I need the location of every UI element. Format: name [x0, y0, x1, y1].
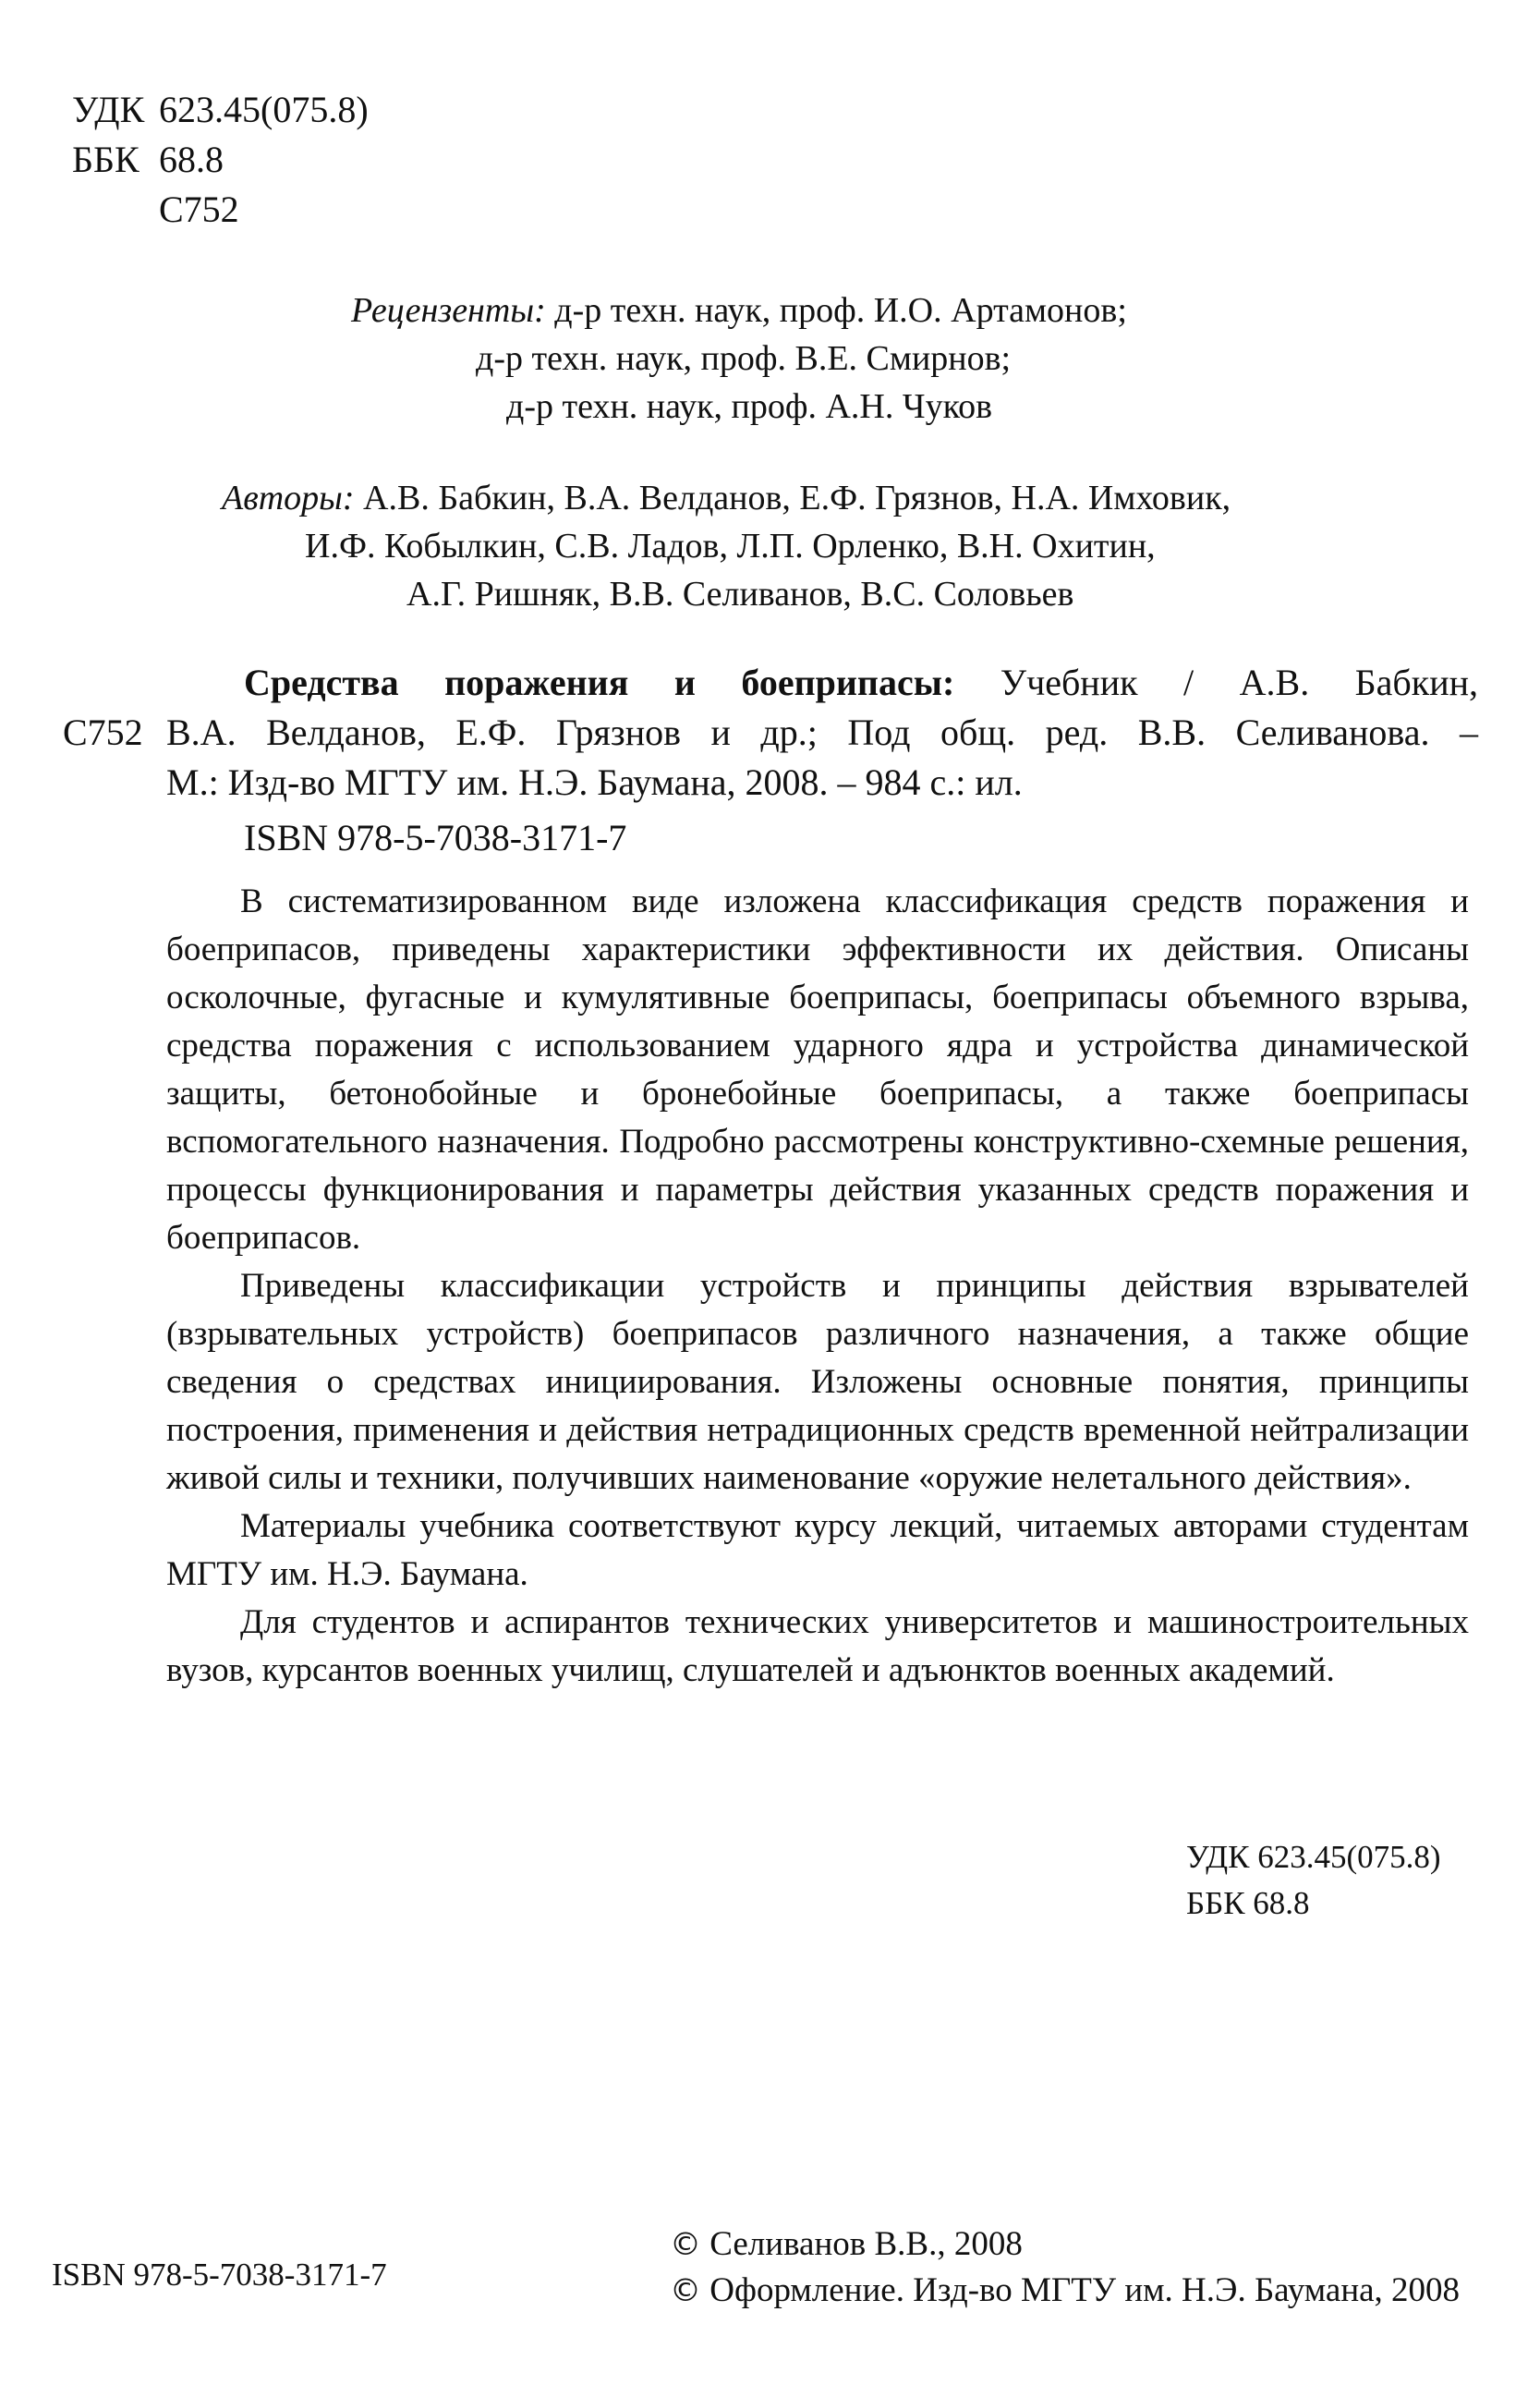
udk-row [72, 85, 369, 135]
copyright-icon: © [670, 2272, 701, 2309]
authors-block [222, 474, 1231, 618]
copyright-icon: © [670, 2226, 701, 2263]
biblio-line-3: М.: Изд-во МГТУ им. Н.Э. Баумана, 2008. – 984 с.: ил. [166, 761, 1023, 803]
bottom-bbk: ББК 68.8 [1186, 1885, 1310, 1921]
author-mark: С752 [159, 189, 239, 230]
cutter-mark: С752 [63, 712, 143, 753]
bibliographic-record [63, 658, 1478, 863]
udk-code: 623.45(075.8) [159, 89, 369, 130]
copyright-line-2: © Оформление. Изд-во МГТУ им. Н.Э. Баумана, 2008 [670, 2271, 1461, 2309]
authors-label: Авторы [222, 479, 343, 517]
bbk-label: ББК [72, 139, 139, 180]
isbn-main: ISBN 978-5-7038-3171-7 [244, 817, 627, 858]
reviewer-1: д-р техн. наук, проф. И.О. Артамонов; [554, 291, 1127, 330]
abstract-paragraph: Материалы учебника соответствуют курсу лекций, читаемых авторами студентам МГТУ им. Н.Э. Баумана. [166, 1507, 1469, 1593]
bottom-udk: УДК 623.45(075.8) [1186, 1839, 1441, 1875]
classification-codes [72, 85, 369, 235]
reviewer-3: д-р техн. наук, проф. А.Н. Чуков [506, 387, 993, 426]
bbk-code: 68.8 [159, 139, 224, 180]
abstract-paragraph: Приведены классификации устройств и принципы действия взрывателей (взрывательных устройств) боеприпасов различного назначения, а также общие сведения о средствах инициирования. Изложены основные понятия, принципы построения, применения и действия нетрадиционных средств временной нейтрализации живой силы и техники, получивших наименование «оружие нелетального действия». [166, 1267, 1469, 1497]
biblio-line-1: Средства поражения и боеприпасы: Учебник / А.В. Бабкин, [244, 662, 1479, 703]
reviewer-2: д-р техн. наук, проф. В.Е. Смирнов; [476, 339, 1012, 378]
authors-line-3: А.Г. Ришняк, В.В. Селиванов, В.С. Соловьев [406, 575, 1074, 614]
abstract-paragraph: Для студентов и аспирантов технических университетов и машиностроительных вузов, курсантов военных училищ, слушателей и адъюнктов военных академий. [166, 1603, 1469, 1689]
abstract-paragraph: В систематизированном виде изложена классификация средств поражения и боеприпасов, приведены характеристики эффективности их действия. Описаны осколочные, фугасные и кумулятивные боеприпасы, боеприпасы объемного взрыва, средства поражения с использованием ударного ядра и устройства динамической защиты, бетонобойные и бронебойные боеприпасы, а также боеприпасы вспомогательного назначения. Подробно рассмотрены конструктивно-схемные решения, процессы функционирования и параметры действия указанных средств поражения и боеприпасов. [166, 882, 1469, 1257]
biblio-line-2: С752 В.А. Велданов, Е.Ф. Грязнов и др.; Под общ. ред. В.В. Селиванова. – [63, 708, 1478, 758]
bottom-codes [1186, 1834, 1441, 1927]
bbk-row [72, 135, 369, 185]
authors-line-2: И.Ф. Кобылкин, С.В. Ладов, Л.П. Орленко, В.Н. Охитин, [305, 527, 1156, 566]
book-title: Средства поражения и боеприпасы: [244, 662, 955, 703]
udk-label: УДК [72, 89, 145, 130]
abstract [166, 878, 1469, 1695]
reviewers-block [351, 286, 1127, 431]
copyright-line-1: © Селиванов В.В., 2008 [670, 2225, 1023, 2263]
footer-isbn: ISBN 978-5-7038-3171-7 [52, 2257, 387, 2293]
copyright-block [670, 2221, 1460, 2314]
reviewer-line: Рецензенты: д-р техн. наук, проф. И.О. Артамонов; [351, 291, 1127, 330]
reviewers-label: Рецензенты [351, 291, 535, 330]
authors-line-1: Авторы: А.В. Бабкин, В.А. Велданов, Е.Ф. Грязнов, Н.А. Имховик, [222, 479, 1231, 517]
